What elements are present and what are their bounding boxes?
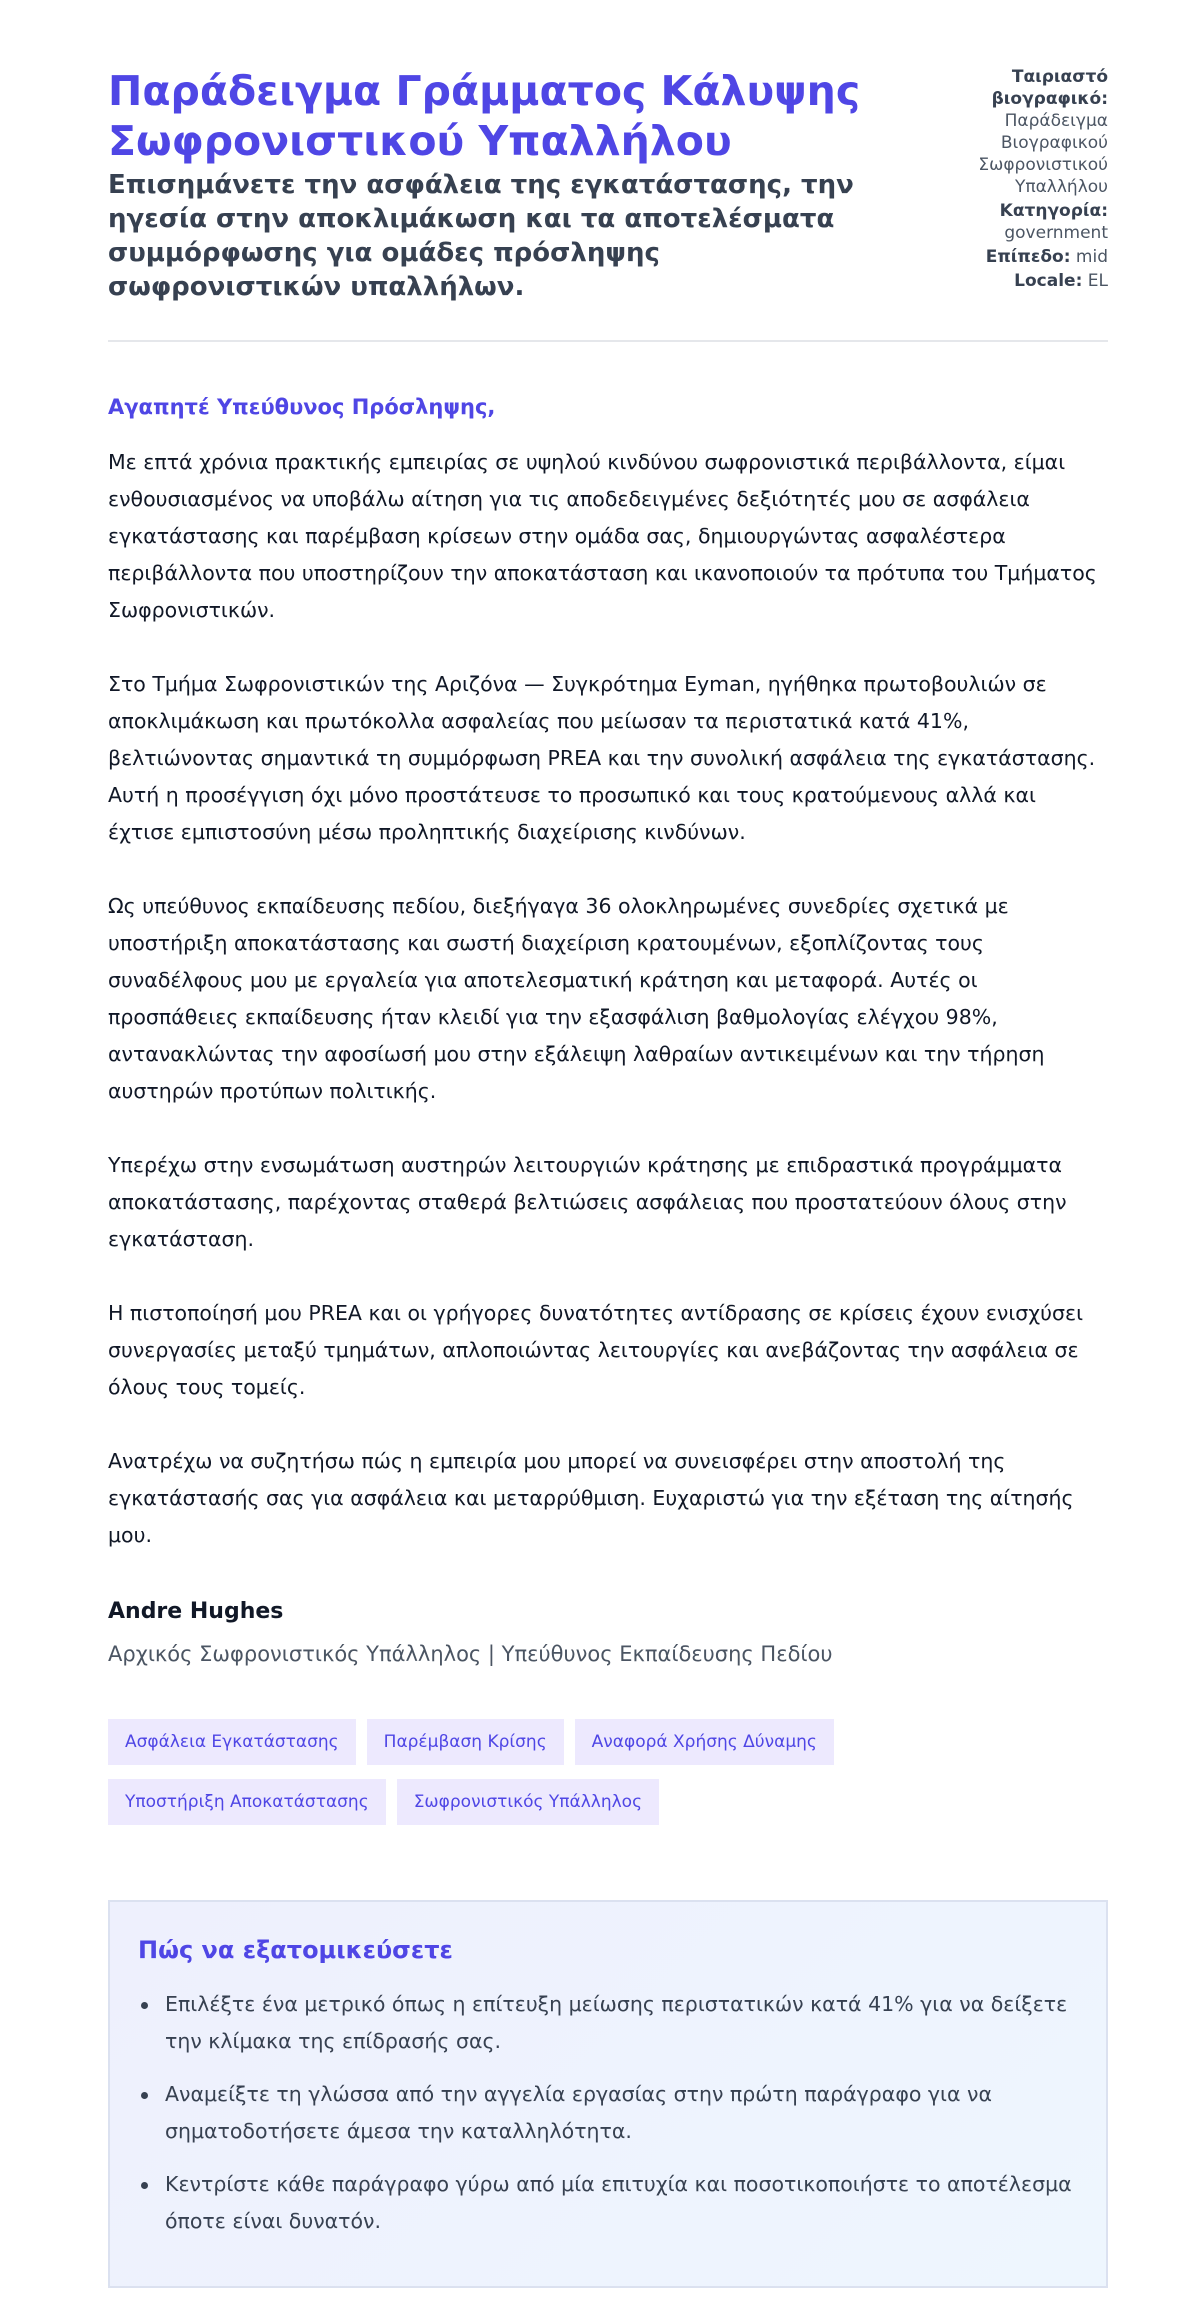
tag: Αναφορά Χρήσης Δύναμης bbox=[575, 1719, 834, 1765]
tag-list bbox=[108, 1719, 928, 1825]
letter-paragraph: Με επτά χρόνια πρακτικής εμπειρίας σε υψηλού κινδύνου σωφρονιστικά περιβάλλοντα, είμαι ενθουσιασμένος να υποβάλω αίτηση για τις αποδεδειγμένες δεξιότητές μου σε ασφάλεια εγκατάστασης και παρέμβαση κρίσεων στην ομάδα σας, δημιουργώντας ασφαλέστερα περιβάλλοντα που υποστηρίζουν την αποκατάσταση και ικανοποιούν τα πρότυπα του Τμήματος Σωφρονιστικών. bbox=[108, 450, 1097, 622]
signature-role: Αρχικός Σωφρονιστικός Υπάλληλος | Υπεύθυνος Εκπαίδευσης Πεδίου bbox=[108, 1642, 833, 1666]
title-block bbox=[108, 66, 868, 304]
page-header bbox=[108, 66, 1108, 342]
letter-paragraph: Υπερέχω στην ενσωμάτωση αυστηρών λειτουργιών κράτησης με επιδραστικά προγράμματα αποκατάστασης, παρέχοντας σταθερά βελτιώσεις ασφάλειας που προστατεύουν όλους στην εγκατάσταση. bbox=[108, 1153, 1067, 1251]
meta-value: government bbox=[1004, 223, 1108, 243]
meta-label: Ταιριαστό βιογραφικό: bbox=[991, 67, 1108, 109]
tag: Παρέμβαση Κρίσης bbox=[367, 1719, 564, 1765]
meta-panel bbox=[958, 66, 1108, 294]
letter-paragraph: Η πιστοποίησή μου PREA και οι γρήγορες δυνατότητες αντίδρασης σε κρίσεις έχουν ενισχύσει συνεργασίες μεταξύ τμημάτων, απλοποιώντας λειτουργίες και ανεβάζοντας την ασφάλεια σε όλους τους τομείς. bbox=[108, 1301, 1084, 1399]
signature-name: Andre Hughes bbox=[108, 1599, 284, 1624]
letter-paragraph: Στο Τμήμα Σωφρονιστικών της Αριζόνα — Συγκρότημα Eyman, ηγήθηκα πρωτοβουλιών σε αποκλιμάκωση και πρωτόκολλα ασφαλείας που μείωσαν τα περιστατικά κατά 41%, βελτιώνοντας σημαντικά τη συμμόρφωση PREA και την συνολική ασφάλεια της εγκατάστασης. Αυτή η προσέγγιση όχι μόνο προστάτευσε το προσωπικό και τους κρατούμενους αλλά και έχτισε εμπιστοσύνη μέσω προληπτικής διαχείρισης κινδύνων. bbox=[108, 672, 1096, 844]
tips-list bbox=[138, 1986, 1078, 2240]
letter-paragraph: Ανατρέχω να συζητήσω πώς η εμπειρία μου μπορεί να συνεισφέρει στην αποστολή της εγκατάστασής σας για ασφάλεια και μεταρρύθμιση. Ευχαριστώ για την εξέταση της αίτησής μου. bbox=[108, 1449, 1074, 1547]
signature bbox=[108, 1597, 1108, 1669]
letter-greeting: Αγαπητέ Υπεύθυνος Πρόσληψης, bbox=[108, 395, 496, 419]
tips-title: Πώς να εξατομικεύσετε bbox=[138, 1936, 453, 1964]
meta-label: Locale: bbox=[1014, 271, 1083, 291]
meta-locale bbox=[958, 270, 1108, 292]
page-subtitle: Επισημάνετε την ασφάλεια της εγκατάστασης, την ηγεσία στην αποκλιμάκωση και τα αποτελέσματα συμμόρφωσης για ομάδες πρόσληψης σωφρονιστικών υπαλλήλων. bbox=[108, 170, 854, 302]
tip-item: Επιλέξτε ένα μετρικό όπως η επίτευξη μείωσης περιστατικών κατά 41% για να δείξετε την κλίμακα της επίδρασής σας. bbox=[165, 1986, 1078, 2060]
meta-value: mid bbox=[1075, 247, 1108, 267]
meta-value: EL bbox=[1087, 271, 1108, 291]
meta-level bbox=[958, 246, 1108, 268]
tag: Σωφρονιστικός Υπάλληλος bbox=[397, 1779, 659, 1825]
tip-item: Κεντρίστε κάθε παράγραφο γύρω από μία επιτυχία και ποσοτικοποιήστε το αποτέλεσμα όποτε είναι δυνατόν. bbox=[165, 2166, 1078, 2240]
letter-body bbox=[108, 444, 1108, 1554]
meta-matching-resume bbox=[958, 66, 1108, 198]
tag: Υποστήριξη Αποκατάστασης bbox=[108, 1779, 386, 1825]
tip-item: Αναμείξτε τη γλώσσα από την αγγελία εργασίας στην πρώτη παράγραφο για να σηματοδοτήσετε άμεσα την καταλληλότητα. bbox=[165, 2076, 1078, 2150]
customization-tips bbox=[108, 1900, 1108, 2288]
letter-paragraph: Ως υπεύθυνος εκπαίδευσης πεδίου, διεξήγαγα 36 ολοκληρωμένες συνεδρίες σχετικά με υποστήριξη αποκατάστασης και σωστή διαχείριση κρατουμένων, εξοπλίζοντας τους συναδέλφους μου με εργαλεία για αποτελεσματική κράτηση και μεταφορά. Αυτές οι προσπάθειες εκπαίδευσης ήταν κλειδί για την εξασφάλιση βαθμολογίας ελέγχου 98%, αντανακλώντας την αφοσίωσή μου στην εξάλειψη λαθραίων αντικειμένων και την τήρηση αυστηρών προτύπων πολιτικής. bbox=[108, 894, 1045, 1103]
page-title: Παράδειγμα Γράμματος Κάλυψης Σωφρονιστικού Υπαλλήλου bbox=[108, 67, 861, 165]
meta-category bbox=[958, 200, 1108, 244]
meta-label: Κατηγορία: bbox=[999, 201, 1108, 221]
tag: Ασφάλεια Εγκατάστασης bbox=[108, 1719, 356, 1765]
meta-value: Παράδειγμα Βιογραφικού Σωφρονιστικού Υπαλλήλου bbox=[978, 111, 1108, 197]
meta-label: Επίπεδο: bbox=[985, 247, 1071, 267]
